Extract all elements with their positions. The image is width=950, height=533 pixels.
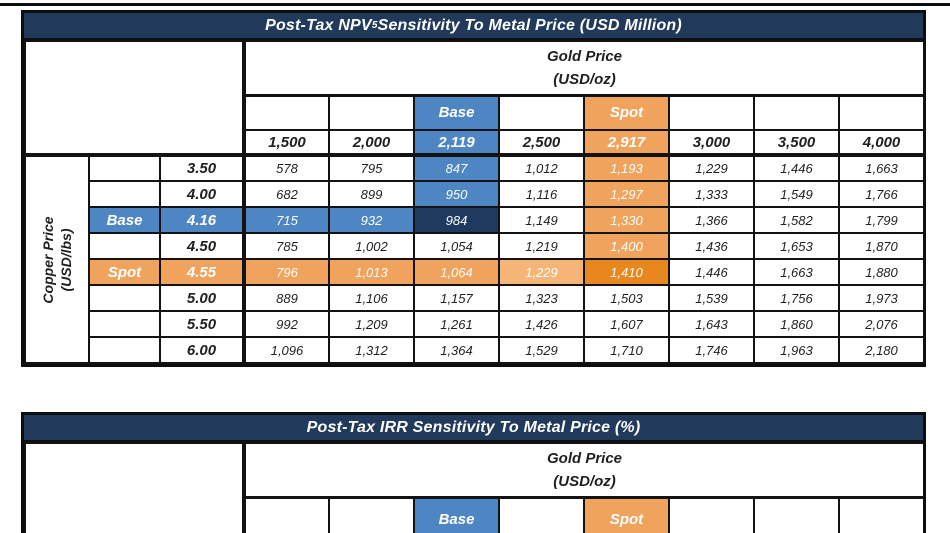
corner-blank-cell (25, 443, 244, 533)
empty-cell (669, 497, 754, 533)
copper-axis-text (39, 216, 75, 303)
npv-table-title: Post-Tax NPV 5 Sensitivity To Metal Price (USD Million) (24, 13, 923, 40)
data-cell: 1,366 (669, 207, 754, 233)
data-cell: 1,064 (414, 259, 499, 285)
empty-cell (839, 497, 924, 533)
data-cell: 715 (244, 207, 329, 233)
table-row (25, 337, 924, 363)
data-cell: 1,219 (499, 233, 584, 259)
row-header-cell-base: 4.16 (160, 207, 244, 233)
row-header-cell: 5.50 (160, 311, 244, 337)
data-cell: 1,973 (839, 285, 924, 311)
irr-sensitivity-table (21, 412, 926, 533)
data-cell: 1,333 (669, 181, 754, 207)
data-cell-spot-case: 1,410 (584, 259, 669, 285)
data-cell: 1,054 (414, 233, 499, 259)
data-cell: 578 (244, 155, 329, 181)
data-cell: 932 (329, 207, 414, 233)
data-cell: 1,096 (244, 337, 329, 363)
data-cell: 1,799 (839, 207, 924, 233)
empty-cell (89, 285, 160, 311)
data-cell: 1,261 (414, 311, 499, 337)
empty-cell (89, 311, 160, 337)
copper-axis-line1: Copper Price (39, 215, 56, 304)
gold-price-axis-label (244, 41, 924, 95)
title-text: Post-Tax NPV (265, 16, 372, 34)
copper-axis-line2: (USD/lbs) (58, 228, 74, 292)
data-cell: 1,503 (584, 285, 669, 311)
data-cell: 1,229 (669, 155, 754, 181)
data-cell: 1,539 (669, 285, 754, 311)
empty-cell (499, 95, 584, 130)
data-cell: 847 (414, 155, 499, 181)
empty-cell (89, 155, 160, 181)
row-header-cell: 4.50 (160, 233, 244, 259)
data-cell: 1,436 (669, 233, 754, 259)
table-row-spot (25, 259, 924, 285)
col-header-cell: 3,000 (669, 130, 754, 155)
data-cell: 1,229 (499, 259, 584, 285)
data-cell: 1,323 (499, 285, 584, 311)
empty-cell (499, 497, 584, 533)
empty-cell (754, 95, 839, 130)
empty-cell (839, 95, 924, 130)
top-divider-rule (0, 3, 950, 6)
data-cell: 1,663 (754, 259, 839, 285)
data-cell: 1,446 (669, 259, 754, 285)
base-column-label: Base (414, 497, 499, 533)
npv-grid (24, 40, 925, 364)
empty-cell (669, 95, 754, 130)
table-row (25, 285, 924, 311)
data-cell: 1,116 (499, 181, 584, 207)
table-row (25, 155, 924, 181)
data-cell: 950 (414, 181, 499, 207)
data-cell: 899 (329, 181, 414, 207)
col-header-cell: 4,000 (839, 130, 924, 155)
data-cell: 1,870 (839, 233, 924, 259)
data-cell: 1,312 (329, 337, 414, 363)
title-text-suffix: Sensitivity To Metal Price (USD Million) (377, 16, 682, 34)
data-cell: 2,076 (839, 311, 924, 337)
col-header-cell-base: 2,119 (414, 130, 499, 155)
data-cell: 1,012 (499, 155, 584, 181)
data-cell: 1,330 (584, 207, 669, 233)
data-cell: 1,710 (584, 337, 669, 363)
gold-axis-line2: (USD/oz) (553, 70, 616, 88)
data-cell: 2,180 (839, 337, 924, 363)
data-cell: 795 (329, 155, 414, 181)
empty-cell (89, 337, 160, 363)
col-header-cell: 2,500 (499, 130, 584, 155)
col-header-cell-spot: 2,917 (584, 130, 669, 155)
data-cell: 1,653 (754, 233, 839, 259)
data-cell: 1,663 (839, 155, 924, 181)
data-cell: 1,549 (754, 181, 839, 207)
data-cell: 1,426 (499, 311, 584, 337)
empty-cell (89, 181, 160, 207)
row-header-cell-spot: 4.55 (160, 259, 244, 285)
data-cell: 889 (244, 285, 329, 311)
data-cell: 1,149 (499, 207, 584, 233)
data-cell-base-case: 984 (414, 207, 499, 233)
copper-price-axis-label (25, 155, 89, 363)
data-cell: 785 (244, 233, 329, 259)
data-cell: 1,766 (839, 181, 924, 207)
empty-cell (244, 95, 329, 130)
col-header-cell: 2,000 (329, 130, 414, 155)
data-cell: 1,157 (414, 285, 499, 311)
irr-table-title (24, 415, 923, 442)
data-cell: 992 (244, 311, 329, 337)
gold-axis-row (25, 41, 924, 95)
data-cell: 1,400 (584, 233, 669, 259)
data-cell: 1,446 (754, 155, 839, 181)
data-cell: 1,643 (669, 311, 754, 337)
data-cell: 1,002 (329, 233, 414, 259)
base-row-label: Base (89, 207, 160, 233)
gold-axis-row (25, 443, 924, 497)
data-cell: 682 (244, 181, 329, 207)
data-cell: 1,106 (329, 285, 414, 311)
corner-blank-cell (25, 41, 244, 155)
table-row (25, 181, 924, 207)
data-cell: 1,756 (754, 285, 839, 311)
data-cell: 1,013 (329, 259, 414, 285)
data-cell: 1,746 (669, 337, 754, 363)
data-cell: 1,364 (414, 337, 499, 363)
spot-row-label: Spot (89, 259, 160, 285)
spot-column-label: Spot (584, 497, 669, 533)
data-cell: 1,193 (584, 155, 669, 181)
data-cell: 1,880 (839, 259, 924, 285)
data-cell: 1,297 (584, 181, 669, 207)
data-cell: 796 (244, 259, 329, 285)
row-header-cell: 6.00 (160, 337, 244, 363)
data-cell: 1,860 (754, 311, 839, 337)
data-cell: 1,209 (329, 311, 414, 337)
row-header-cell: 4.00 (160, 181, 244, 207)
table-row (25, 311, 924, 337)
empty-cell (754, 497, 839, 533)
npv-sensitivity-table (21, 10, 926, 367)
col-header-cell: 3,500 (754, 130, 839, 155)
row-header-cell: 5.00 (160, 285, 244, 311)
irr-grid (24, 442, 925, 533)
empty-cell (244, 497, 329, 533)
gold-price-axis-label (244, 443, 924, 497)
empty-cell (329, 95, 414, 130)
col-header-cell: 1,500 (244, 130, 329, 155)
empty-cell (89, 233, 160, 259)
base-column-label: Base (414, 95, 499, 130)
gold-axis-line1: Gold Price (547, 47, 623, 65)
data-cell: 1,582 (754, 207, 839, 233)
spot-column-label: Spot (584, 95, 669, 130)
table-row (25, 233, 924, 259)
data-cell: 1,963 (754, 337, 839, 363)
gold-axis-line2: (USD/oz) (553, 472, 616, 490)
data-cell: 1,529 (499, 337, 584, 363)
title-text: Post-Tax IRR Sensitivity To Metal Price (%) (306, 418, 641, 436)
table-row-base (25, 207, 924, 233)
data-cell: 1,607 (584, 311, 669, 337)
gold-axis-line1: Gold Price (547, 449, 623, 467)
empty-cell (329, 497, 414, 533)
row-header-cell: 3.50 (160, 155, 244, 181)
